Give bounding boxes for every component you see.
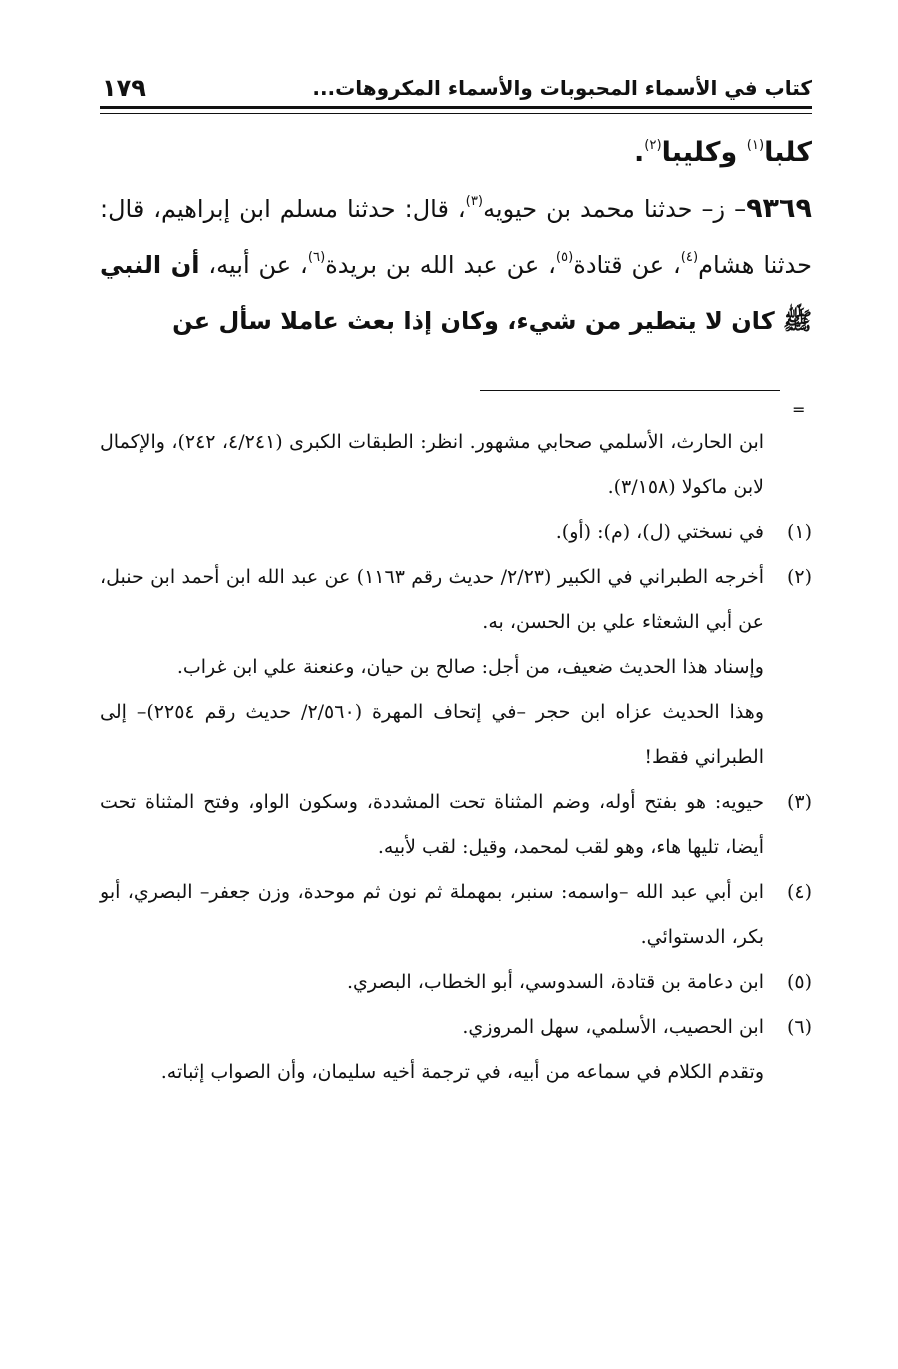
header-rule-thick xyxy=(100,106,812,109)
footnote-2-para-3: وهذا الحديث عزاه ابن حجر –في إتحاف المهرة (٢/٥٦٠/ حديث رقم ٢٢٥٤)– إلى الطبراني فقط! xyxy=(100,701,764,768)
footnote-ref-4: (٤) xyxy=(680,250,699,266)
hadith-number: ٩٣٦٩ xyxy=(746,193,812,224)
footnote-ref-5: (٥) xyxy=(555,250,574,266)
footnote-5: (٥)ابن دعامة بن قتادة، السدوسي، أبو الخطاب، البصري. xyxy=(347,971,812,993)
footnote-ref-6: (٦) xyxy=(307,250,326,266)
footnote-3: (٣)حيويه: هو بفتح أوله، وضم المثناة تحت المشددة، وسكون الواو، وفتح المثناة تحت أيضا، تليها هاء، وهو لقب لمحمد، وقيل: لقب لأبيه. xyxy=(100,791,812,858)
footnote-separator xyxy=(480,390,780,391)
footnote-ref-2: (٢) xyxy=(644,138,662,154)
footnote-2: (٢)أخرجه الطبراني في الكبير (٢/٢٣/ حديث رقم ١١٦٣) عن عبد الله ابن أحمد ابن حنبل، عن أبي الشعثاء علي بن الحسن، به. xyxy=(100,566,812,633)
continuation-mark: = xyxy=(792,400,806,419)
footnote-4: (٤)ابن أبي عبد الله –واسمه: سنبر، بمهملة ثم نون ثم موحدة، وزن جعفر– البصري، أبو بكر، الدستوائي. xyxy=(100,881,812,948)
footnote-2-para-2: وإسناد هذا الحديث ضعيف، من أجل: صالح بن حيان، وعنعنة علي ابن غراب. xyxy=(176,656,764,678)
running-title: كتاب في الأسماء المحبوبات والأسماء المكروهات... xyxy=(312,76,812,100)
hadith-paragraph: ٩٣٦٩– ز– حدثنا محمد بن حيويه$^{(٣)}$، قال: حدثنا مسلم ابن إبراهيم، قال: حدثنا هشام$^{(٤)}$، عن قتادة$^{(٥)}$، عن عبد الله بن بريدة$^{(٦)}$، عن أبيه، أن النبي ﷺ كان لا يتطير من شيء، وكان إذا بعث عاملا سأل عن xyxy=(100,193,812,335)
footnote-1: (١)في نسختي (ل)، (م): (أو). xyxy=(555,521,812,543)
footnotes xyxy=(100,420,812,1095)
footnote-continuation: ابن الحارث، الأسلمي صحابي مشهور. انظر: الطبقات الكبرى (٤/٢٤١، ٢٤٢)، والإكمال لابن ماكولا (٣/١٥٨). xyxy=(100,431,765,498)
main-text xyxy=(100,125,812,349)
page-header xyxy=(100,66,812,106)
header-rule-thin xyxy=(100,113,812,114)
footnote-ref-3: (٣) xyxy=(465,194,484,210)
continuation-line: كلبا$^{(١)}$ وكليبا$^{(٢)}$. xyxy=(633,137,812,168)
footnote-6-para-2: وتقدم الكلام في سماعه من أبيه، في ترجمة أخيه سليمان، وأن الصواب إثباته. xyxy=(160,1061,764,1083)
footnote-6: (٦)ابن الحصيب، الأسلمي، سهل المروزي. xyxy=(462,1016,812,1038)
footnote-ref-1: (١) xyxy=(746,138,765,154)
page-number: ١٧٩ xyxy=(102,74,146,102)
hadith-matn: أن النبي ﷺ كان لا يتطير من شيء، وكان إذا بعث عاملا سأل عن xyxy=(100,251,812,335)
